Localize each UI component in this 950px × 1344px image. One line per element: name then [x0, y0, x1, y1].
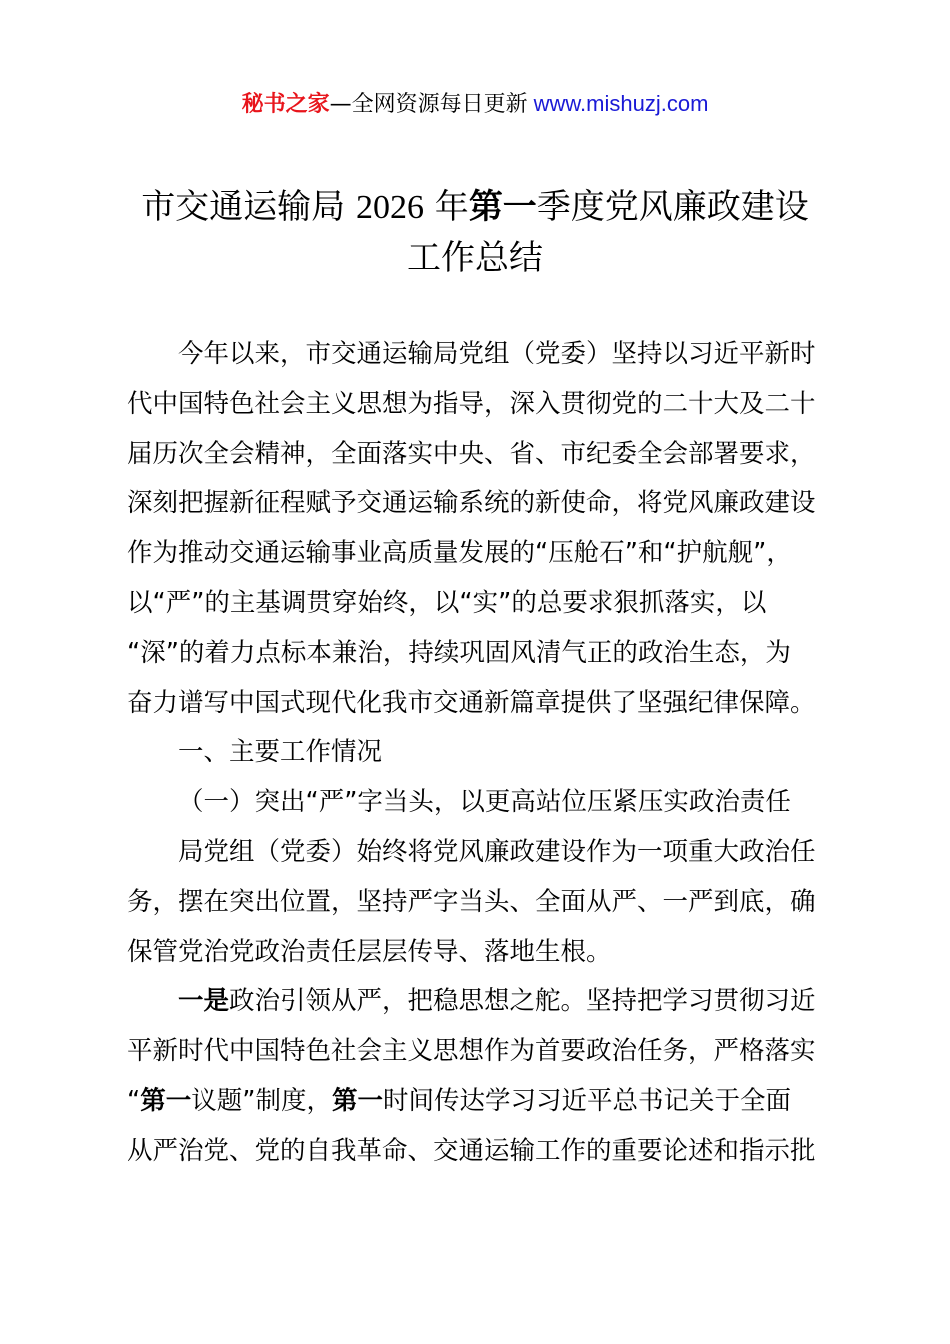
text-line	[127, 1127, 847, 1177]
text-segment: 奋力谱写中国式现代化我市交通新篇章提供了坚强纪律保障。	[127, 687, 816, 718]
text-segment: 平新时代中国特色社会主义思想作为首要政治任务，严格落实	[127, 1036, 816, 1067]
text-segment: 时间传达学习习近平总书记关于全面	[382, 1085, 791, 1116]
text-line	[127, 579, 847, 629]
title-text: 市交通运输局	[141, 187, 356, 227]
text-line	[127, 430, 847, 480]
brand-name: 秘书之家	[241, 92, 330, 117]
title-bold-text: 第一	[468, 187, 537, 227]
site-banner	[0, 88, 950, 121]
text-line	[127, 1027, 847, 1077]
text-line	[127, 977, 847, 1027]
text-segment: 作为推动交通运输事业高质量发展的“压舱石”和“护航舰”，	[127, 538, 792, 569]
text-line	[127, 878, 847, 928]
text-segment: 保管党治党政治责任层层传导、落地生根。	[127, 936, 612, 967]
text-line	[127, 629, 847, 679]
title-text: 季度党风廉政建设	[536, 187, 809, 227]
title-year: 2026	[356, 189, 424, 226]
text-segment: （一）突出“严”字当头，以更高站位压紧压实政治责任	[178, 787, 791, 818]
site-url-link[interactable]: www.mishuzj.com	[533, 91, 709, 116]
text-segment: 以“严”的主基调贯穿始终，以“实”的总要求狠抓落实，以	[127, 587, 767, 618]
text-line	[127, 529, 847, 579]
text-segment: 从严治党、党的自我革命、交通运输工作的重要论述和指示批	[127, 1135, 816, 1166]
text-segment: 深刻把握新征程赋予交通运输系统的新使命，将党风廉政建设	[127, 488, 816, 519]
text-segment: “深”的着力点标本兼治，持续巩固风清气正的政治生态，为	[127, 637, 791, 668]
document-title	[0, 182, 950, 283]
text-line	[127, 928, 847, 978]
text-line	[127, 330, 847, 380]
banner-slogan: —全网资源每日更新	[329, 92, 528, 117]
text-segment: 局党组（党委）始终将党风廉政建设作为一项重大政治任	[178, 836, 816, 867]
bold-text: 一是	[178, 986, 230, 1017]
text-segment: 届历次全会精神，全面落实中央、省、市纪委全会部署要求，	[127, 438, 816, 469]
text-line	[127, 679, 847, 729]
text-line	[127, 1077, 847, 1127]
document-body	[127, 330, 847, 1177]
bold-text: 第一	[331, 1085, 383, 1116]
bold-text: 第一	[140, 1085, 192, 1116]
text-line	[127, 778, 847, 828]
text-line	[127, 380, 847, 430]
text-line	[127, 479, 847, 529]
text-segment: 务，摆在突出位置，坚持严字当头、全面从严、一严到底，确	[127, 886, 816, 917]
title-text: 年	[424, 187, 469, 227]
text-segment: 政治引领从严，把稳思想之舵。坚持把学习贯彻习近	[229, 986, 816, 1017]
text-segment: 议题”制度，	[191, 1085, 332, 1116]
title-line-2: 工作总结	[407, 238, 543, 278]
text-line	[127, 728, 847, 778]
text-segment: 今年以来，市交通运输局党组（党委）坚持以习近平新时	[178, 339, 816, 369]
text-segment: 一、主要工作情况	[178, 737, 383, 768]
text-line	[127, 828, 847, 878]
title-line-1	[0, 182, 950, 233]
text-segment: 代中国特色社会主义思想为指导，深入贯彻党的二十大及二十	[127, 388, 816, 419]
text-segment: “	[127, 1085, 141, 1116]
